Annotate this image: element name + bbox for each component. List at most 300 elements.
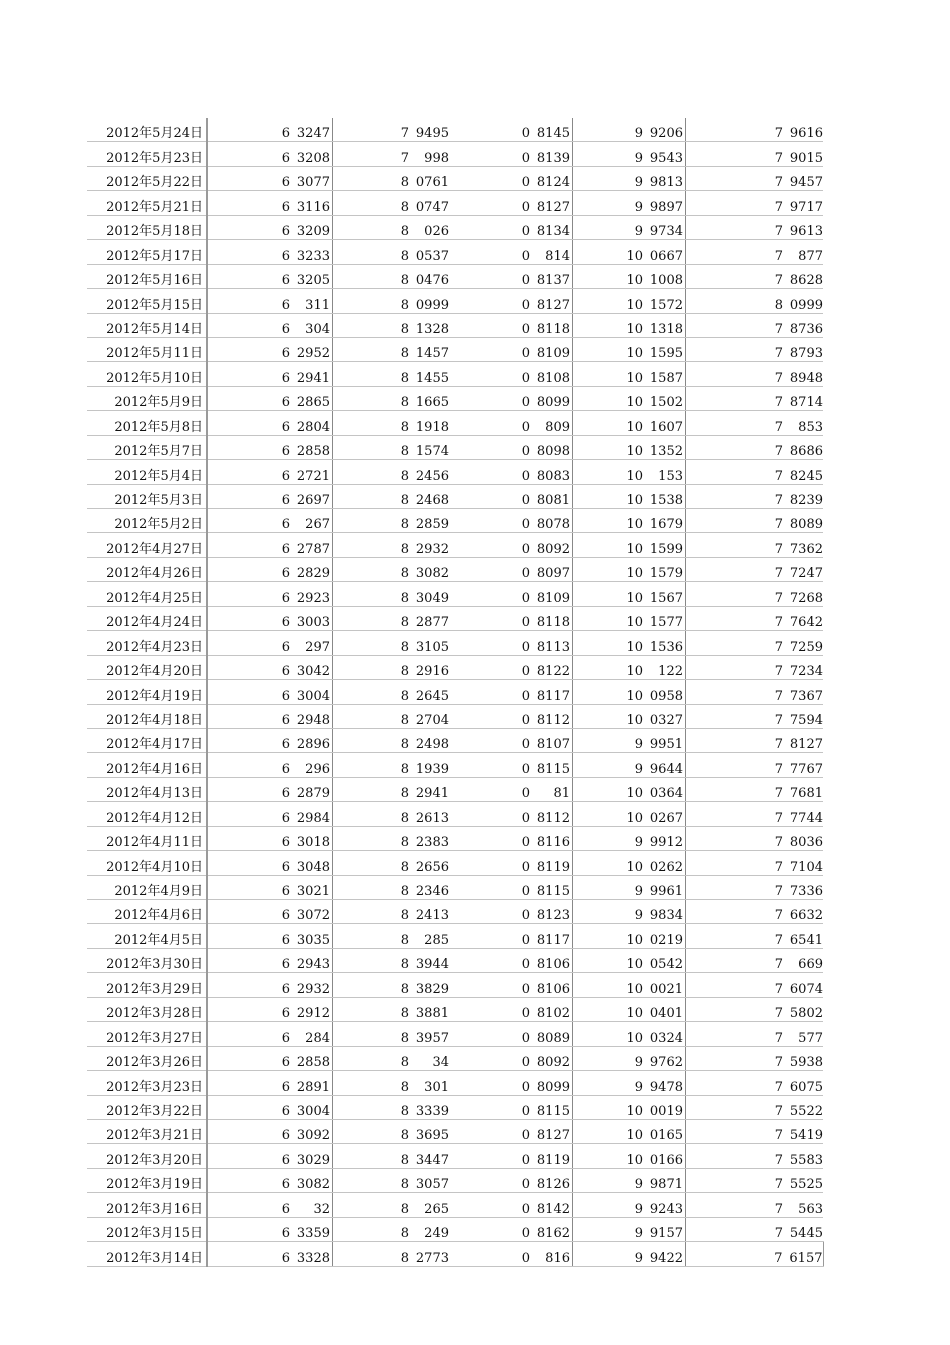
value-cell-col3[interactable] — [449, 1119, 573, 1143]
value-cell-col3[interactable] — [449, 680, 573, 704]
value-cell-col5[interactable] — [686, 582, 824, 606]
value-cell-col2[interactable] — [333, 191, 450, 215]
value-cell-col5[interactable] — [686, 118, 824, 142]
value-cell-col5[interactable] — [686, 704, 824, 728]
value-cell-col1[interactable] — [207, 802, 333, 826]
value-cell-col2[interactable] — [333, 973, 450, 997]
value-cell-col2[interactable] — [333, 826, 450, 850]
date-cell[interactable]: 2012年4月27日 — [87, 533, 207, 557]
value-cell-col5[interactable] — [686, 1242, 824, 1266]
value-cell-col3[interactable] — [449, 1217, 573, 1241]
value-cell-col5[interactable] — [686, 900, 824, 924]
value-cell-col4[interactable] — [573, 728, 686, 752]
value-cell-col3[interactable] — [449, 606, 573, 630]
value-cell-col2[interactable] — [333, 435, 450, 459]
value-cell-col4[interactable] — [573, 386, 686, 410]
value-cell-col4[interactable] — [573, 655, 686, 679]
value-cell-col2[interactable] — [333, 337, 450, 361]
value-cell-col4[interactable] — [573, 337, 686, 361]
value-cell-col3[interactable] — [449, 191, 573, 215]
value-cell-col2[interactable] — [333, 484, 450, 508]
value-cell-col5[interactable] — [686, 924, 824, 948]
date-cell[interactable]: 2012年5月15日 — [87, 289, 207, 313]
value-cell-col2[interactable] — [333, 631, 450, 655]
value-cell-col2[interactable] — [333, 313, 450, 337]
value-cell-col1[interactable] — [207, 166, 333, 190]
value-cell-col2[interactable] — [333, 802, 450, 826]
value-cell-col2[interactable] — [333, 411, 450, 435]
value-cell-col5[interactable] — [686, 631, 824, 655]
date-cell[interactable]: 2012年5月2日 — [87, 509, 207, 533]
value-cell-col1[interactable] — [207, 1193, 333, 1217]
date-cell[interactable]: 2012年3月22日 — [87, 1095, 207, 1119]
date-cell[interactable]: 2012年4月17日 — [87, 728, 207, 752]
value-cell-col4[interactable] — [573, 533, 686, 557]
value-cell-col4[interactable] — [573, 1095, 686, 1119]
value-cell-col3[interactable] — [449, 728, 573, 752]
value-cell-col5[interactable] — [686, 680, 824, 704]
date-cell[interactable]: 2012年3月19日 — [87, 1168, 207, 1192]
value-cell-col3[interactable] — [449, 631, 573, 655]
value-cell-col2[interactable] — [333, 875, 450, 899]
date-cell[interactable]: 2012年4月25日 — [87, 582, 207, 606]
value-cell-col2[interactable] — [333, 704, 450, 728]
value-cell-col4[interactable] — [573, 289, 686, 313]
value-cell-col5[interactable] — [686, 460, 824, 484]
value-cell-col3[interactable] — [449, 924, 573, 948]
value-cell-col5[interactable] — [686, 1071, 824, 1095]
value-cell-col3[interactable] — [449, 411, 573, 435]
value-cell-col5[interactable] — [686, 166, 824, 190]
value-cell-col1[interactable] — [207, 680, 333, 704]
value-cell-col1[interactable] — [207, 631, 333, 655]
value-cell-col3[interactable] — [449, 851, 573, 875]
value-cell-col2[interactable] — [333, 1242, 450, 1266]
value-cell-col3[interactable] — [449, 1095, 573, 1119]
value-cell-col4[interactable] — [573, 435, 686, 459]
date-cell[interactable]: 2012年3月14日 — [87, 1242, 207, 1266]
value-cell-col4[interactable] — [573, 411, 686, 435]
value-cell-col5[interactable] — [686, 142, 824, 166]
value-cell-col5[interactable] — [686, 1217, 824, 1241]
value-cell-col3[interactable] — [449, 875, 573, 899]
value-cell-col4[interactable] — [573, 875, 686, 899]
value-cell-col4[interactable] — [573, 509, 686, 533]
value-cell-col1[interactable] — [207, 435, 333, 459]
value-cell-col2[interactable] — [333, 240, 450, 264]
value-cell-col2[interactable] — [333, 166, 450, 190]
value-cell-col1[interactable] — [207, 1046, 333, 1070]
value-cell-col1[interactable] — [207, 289, 333, 313]
value-cell-col4[interactable] — [573, 948, 686, 972]
value-cell-col2[interactable] — [333, 215, 450, 239]
value-cell-col1[interactable] — [207, 460, 333, 484]
value-cell-col5[interactable] — [686, 509, 824, 533]
table-row — [87, 1144, 823, 1168]
value-cell-col2[interactable] — [333, 924, 450, 948]
date-cell[interactable]: 2012年5月14日 — [87, 313, 207, 337]
value-cell-col2[interactable] — [333, 948, 450, 972]
date-cell[interactable]: 2012年4月13日 — [87, 777, 207, 801]
value-cell-col4[interactable] — [573, 680, 686, 704]
value-cell-col1[interactable] — [207, 851, 333, 875]
value-cell-col3[interactable] — [449, 509, 573, 533]
date-cell[interactable]: 2012年4月16日 — [87, 753, 207, 777]
date-cell[interactable]: 2012年5月8日 — [87, 411, 207, 435]
value-fraction-part: 2413 — [415, 908, 449, 924]
value-cell-col3[interactable] — [449, 802, 573, 826]
value-cell-col1[interactable] — [207, 533, 333, 557]
value-cell-col2[interactable] — [333, 753, 450, 777]
value-cell-col4[interactable] — [573, 313, 686, 337]
value-cell-col4[interactable] — [573, 900, 686, 924]
value-integer-part: 0 — [521, 908, 530, 924]
date-cell[interactable]: 2012年5月7日 — [87, 435, 207, 459]
value-cell-col3[interactable] — [449, 557, 573, 581]
value-cell-col2[interactable] — [333, 557, 450, 581]
value-cell-col4[interactable] — [573, 1217, 686, 1241]
value-cell-col4[interactable] — [573, 362, 686, 386]
value-cell-col2[interactable] — [333, 1095, 450, 1119]
value-cell-col1[interactable] — [207, 900, 333, 924]
date-cell[interactable]: 2012年5月18日 — [87, 215, 207, 239]
date-cell[interactable]: 2012年5月22日 — [87, 166, 207, 190]
value-cell-col5[interactable] — [686, 606, 824, 630]
value-cell-col3[interactable] — [449, 1242, 573, 1266]
value-cell-col3[interactable] — [449, 337, 573, 361]
value-cell-col4[interactable] — [573, 753, 686, 777]
value-cell-col1[interactable] — [207, 1119, 333, 1143]
value-cell-col4[interactable] — [573, 777, 686, 801]
value-fraction-part: 9897 — [649, 199, 683, 215]
value-cell-col3[interactable] — [449, 753, 573, 777]
value-cell-col1[interactable] — [207, 509, 333, 533]
value-cell-col1[interactable] — [207, 1242, 333, 1266]
date-cell[interactable]: 2012年3月29日 — [87, 973, 207, 997]
value-cell-col3[interactable] — [449, 655, 573, 679]
value-fraction-part: 9912 — [649, 835, 683, 851]
value-cell-col1[interactable] — [207, 997, 333, 1021]
value-cell-col3[interactable] — [449, 386, 573, 410]
value-integer-part: 6 — [281, 981, 290, 997]
value-cell-col2[interactable] — [333, 1046, 450, 1070]
value-cell-col5[interactable] — [686, 1144, 824, 1168]
value-cell-col3[interactable] — [449, 704, 573, 728]
date-cell[interactable]: 2012年4月24日 — [87, 606, 207, 630]
value-cell-col5[interactable] — [686, 948, 824, 972]
value-fraction-part: 0019 — [649, 1103, 683, 1119]
value-cell-col5[interactable] — [686, 802, 824, 826]
value-fraction-part: 669 — [798, 957, 823, 973]
value-cell-col2[interactable] — [333, 997, 450, 1021]
value-fraction-part: 3057 — [415, 1177, 449, 1193]
value-cell-col5[interactable] — [686, 289, 824, 313]
value-cell-col5[interactable] — [686, 973, 824, 997]
date-cell[interactable]: 2012年3月15日 — [87, 1217, 207, 1241]
date-cell[interactable]: 2012年4月20日 — [87, 655, 207, 679]
value-cell-col5[interactable] — [686, 997, 824, 1021]
value-cell-col2[interactable] — [333, 509, 450, 533]
value-cell-col5[interactable] — [686, 533, 824, 557]
value-cell-col5[interactable] — [686, 484, 824, 508]
value-fraction-part: 5445 — [789, 1226, 823, 1242]
date-cell[interactable]: 2012年3月27日 — [87, 1022, 207, 1046]
value-cell-col5[interactable] — [686, 337, 824, 361]
value-cell-col5[interactable] — [686, 1022, 824, 1046]
value-cell-col2[interactable] — [333, 1022, 450, 1046]
date-cell[interactable]: 2012年3月20日 — [87, 1144, 207, 1168]
value-cell-col5[interactable] — [686, 313, 824, 337]
date-cell[interactable]: 2012年4月26日 — [87, 557, 207, 581]
value-cell-col5[interactable] — [686, 1119, 824, 1143]
value-cell-col1[interactable] — [207, 777, 333, 801]
date-cell[interactable]: 2012年4月11日 — [87, 826, 207, 850]
date-cell[interactable]: 2012年3月30日 — [87, 948, 207, 972]
value-cell-col3[interactable] — [449, 997, 573, 1021]
value-cell-col1[interactable] — [207, 1144, 333, 1168]
value-cell-col4[interactable] — [573, 606, 686, 630]
value-cell-col5[interactable] — [686, 851, 824, 875]
value-cell-col4[interactable] — [573, 142, 686, 166]
value-cell-col3[interactable] — [449, 264, 573, 288]
value-cell-col4[interactable] — [573, 1071, 686, 1095]
value-cell-col1[interactable] — [207, 313, 333, 337]
date-cell[interactable]: 2012年5月21日 — [87, 191, 207, 215]
date-cell[interactable]: 2012年4月18日 — [87, 704, 207, 728]
date-cell[interactable]: 2012年4月5日 — [87, 924, 207, 948]
value-cell-col4[interactable] — [573, 826, 686, 850]
value-cell-col1[interactable] — [207, 753, 333, 777]
value-cell-col5[interactable] — [686, 411, 824, 435]
date-cell[interactable]: 2012年3月23日 — [87, 1071, 207, 1095]
value-cell-col3[interactable] — [449, 973, 573, 997]
value-cell-col2[interactable] — [333, 362, 450, 386]
value-cell-col4[interactable] — [573, 582, 686, 606]
value-cell-col3[interactable] — [449, 777, 573, 801]
value-integer-part: 7 — [774, 224, 783, 240]
value-cell-col1[interactable] — [207, 875, 333, 899]
value-cell-col2[interactable] — [333, 1144, 450, 1168]
value-cell-col3[interactable] — [449, 582, 573, 606]
value-cell-col2[interactable] — [333, 1217, 450, 1241]
value-cell-col4[interactable] — [573, 484, 686, 508]
value-cell-col3[interactable] — [449, 1193, 573, 1217]
value-cell-col2[interactable] — [333, 142, 450, 166]
date-cell[interactable]: 2012年3月28日 — [87, 997, 207, 1021]
value-cell-col1[interactable] — [207, 337, 333, 361]
date-cell[interactable]: 2012年3月26日 — [87, 1046, 207, 1070]
value-cell-col5[interactable] — [686, 655, 824, 679]
value-cell-col3[interactable] — [449, 948, 573, 972]
value-cell-col3[interactable] — [449, 118, 573, 142]
value-cell-col4[interactable] — [573, 631, 686, 655]
value-cell-col3[interactable] — [449, 240, 573, 264]
value-cell-col5[interactable] — [686, 728, 824, 752]
value-cell-col4[interactable] — [573, 1119, 686, 1143]
value-fraction-part: 9457 — [789, 175, 823, 191]
value-cell-col3[interactable] — [449, 1168, 573, 1192]
value-cell-col1[interactable] — [207, 826, 333, 850]
value-cell-col1[interactable] — [207, 362, 333, 386]
value-cell-col1[interactable] — [207, 142, 333, 166]
value-cell-col1[interactable] — [207, 1022, 333, 1046]
value-cell-col4[interactable] — [573, 704, 686, 728]
value-cell-col3[interactable] — [449, 289, 573, 313]
value-cell-col2[interactable] — [333, 655, 450, 679]
value-cell-col3[interactable] — [449, 313, 573, 337]
value-fraction-part: 577 — [798, 1030, 823, 1046]
value-cell-col5[interactable] — [686, 557, 824, 581]
date-cell[interactable]: 2012年3月16日 — [87, 1193, 207, 1217]
date-cell[interactable]: 2012年4月12日 — [87, 802, 207, 826]
value-cell-col3[interactable] — [449, 460, 573, 484]
value-integer-part: 8 — [400, 1079, 409, 1095]
value-cell-col4[interactable] — [573, 1046, 686, 1070]
value-cell-col2[interactable] — [333, 1193, 450, 1217]
value-cell-col5[interactable] — [686, 1168, 824, 1192]
value-cell-col1[interactable] — [207, 191, 333, 215]
value-cell-col1[interactable] — [207, 1217, 333, 1241]
value-integer-part: 7 — [774, 1152, 783, 1168]
value-cell-col5[interactable] — [686, 191, 824, 215]
value-cell-col5[interactable] — [686, 215, 824, 239]
value-cell-col2[interactable] — [333, 386, 450, 410]
value-cell-col4[interactable] — [573, 1168, 686, 1192]
value-cell-col2[interactable] — [333, 1119, 450, 1143]
value-cell-col1[interactable] — [207, 973, 333, 997]
value-cell-col2[interactable] — [333, 728, 450, 752]
value-cell-col3[interactable] — [449, 142, 573, 166]
value-cell-col3[interactable] — [449, 435, 573, 459]
value-cell-col1[interactable] — [207, 386, 333, 410]
value-cell-col2[interactable] — [333, 777, 450, 801]
value-cell-col2[interactable] — [333, 606, 450, 630]
date-cell[interactable]: 2012年5月23日 — [87, 142, 207, 166]
date-cell[interactable]: 2012年5月16日 — [87, 264, 207, 288]
date-cell[interactable]: 2012年4月9日 — [87, 875, 207, 899]
value-cell-col1[interactable] — [207, 948, 333, 972]
value-cell-col2[interactable] — [333, 118, 450, 142]
value-cell-col1[interactable] — [207, 240, 333, 264]
value-cell-col5[interactable] — [686, 264, 824, 288]
value-cell-col1[interactable] — [207, 557, 333, 581]
date-cell[interactable]: 2012年4月19日 — [87, 680, 207, 704]
value-cell-col4[interactable] — [573, 264, 686, 288]
value-cell-col5[interactable] — [686, 435, 824, 459]
value-cell-col5[interactable] — [686, 362, 824, 386]
value-cell-col1[interactable] — [207, 118, 333, 142]
date-cell[interactable]: 2012年5月9日 — [87, 386, 207, 410]
value-cell-col2[interactable] — [333, 1071, 450, 1095]
date-cell[interactable]: 2012年5月4日 — [87, 460, 207, 484]
value-cell-col4[interactable] — [573, 166, 686, 190]
value-cell-col3[interactable] — [449, 1144, 573, 1168]
date-cell[interactable]: 2012年3月21日 — [87, 1119, 207, 1143]
value-cell-col2[interactable] — [333, 582, 450, 606]
value-integer-part: 7 — [774, 199, 783, 215]
value-cell-col2[interactable] — [333, 460, 450, 484]
value-cell-col3[interactable] — [449, 166, 573, 190]
value-cell-col3[interactable] — [449, 362, 573, 386]
value-cell-col4[interactable] — [573, 215, 686, 239]
value-cell-col1[interactable] — [207, 411, 333, 435]
value-cell-col5[interactable] — [686, 386, 824, 410]
value-cell-col4[interactable] — [573, 240, 686, 264]
value-cell-col3[interactable] — [449, 1022, 573, 1046]
value-cell-col2[interactable] — [333, 264, 450, 288]
value-cell-col1[interactable] — [207, 484, 333, 508]
value-cell-col3[interactable] — [449, 484, 573, 508]
value-cell-col1[interactable] — [207, 1168, 333, 1192]
value-cell-col3[interactable] — [449, 900, 573, 924]
value-cell-col3[interactable] — [449, 215, 573, 239]
table-row — [87, 1095, 823, 1119]
value-cell-col1[interactable] — [207, 582, 333, 606]
value-cell-col2[interactable] — [333, 900, 450, 924]
value-cell-col3[interactable] — [449, 1071, 573, 1095]
value-cell-col1[interactable] — [207, 704, 333, 728]
value-cell-col4[interactable] — [573, 1242, 686, 1266]
value-cell-col1[interactable] — [207, 215, 333, 239]
value-cell-col4[interactable] — [573, 1193, 686, 1217]
date-cell[interactable]: 2012年5月3日 — [87, 484, 207, 508]
value-cell-col2[interactable] — [333, 289, 450, 313]
value-cell-col1[interactable] — [207, 728, 333, 752]
value-cell-col4[interactable] — [573, 557, 686, 581]
value-cell-col3[interactable] — [449, 826, 573, 850]
date-cell[interactable]: 2012年5月11日 — [87, 337, 207, 361]
date-cell[interactable]: 2012年5月10日 — [87, 362, 207, 386]
value-cell-col5[interactable] — [686, 240, 824, 264]
value-cell-col1[interactable] — [207, 264, 333, 288]
value-cell-col1[interactable] — [207, 1071, 333, 1095]
value-cell-col4[interactable] — [573, 973, 686, 997]
value-cell-col5[interactable] — [686, 875, 824, 899]
value-cell-col4[interactable] — [573, 1022, 686, 1046]
date-cell[interactable]: 2012年4月23日 — [87, 631, 207, 655]
value-cell-col4[interactable] — [573, 191, 686, 215]
date-cell[interactable]: 2012年4月10日 — [87, 851, 207, 875]
value-cell-col5[interactable] — [686, 826, 824, 850]
value-cell-col3[interactable] — [449, 1046, 573, 1070]
value-cell-col2[interactable] — [333, 533, 450, 557]
value-cell-col1[interactable] — [207, 655, 333, 679]
value-cell-col4[interactable] — [573, 802, 686, 826]
date-cell[interactable]: 2012年5月24日 — [87, 118, 207, 142]
date-cell[interactable]: 2012年5月17日 — [87, 240, 207, 264]
value-cell-col1[interactable] — [207, 1095, 333, 1119]
value-cell-col4[interactable] — [573, 1144, 686, 1168]
value-cell-col3[interactable] — [449, 533, 573, 557]
value-cell-col4[interactable] — [573, 851, 686, 875]
value-cell-col5[interactable] — [686, 777, 824, 801]
value-cell-col4[interactable] — [573, 924, 686, 948]
value-cell-col1[interactable] — [207, 606, 333, 630]
value-integer-part: 9 — [634, 1055, 643, 1071]
value-cell-col2[interactable] — [333, 680, 450, 704]
value-cell-col2[interactable] — [333, 1168, 450, 1192]
value-cell-col2[interactable] — [333, 851, 450, 875]
value-cell-col4[interactable] — [573, 997, 686, 1021]
value-cell-col5[interactable] — [686, 753, 824, 777]
value-cell-col4[interactable] — [573, 460, 686, 484]
value-cell-col5[interactable] — [686, 1095, 824, 1119]
value-cell-col5[interactable] — [686, 1193, 824, 1217]
value-cell-col5[interactable] — [686, 1046, 824, 1070]
date-cell[interactable]: 2012年4月6日 — [87, 900, 207, 924]
value-cell-col1[interactable] — [207, 924, 333, 948]
value-cell-col4[interactable] — [573, 118, 686, 142]
